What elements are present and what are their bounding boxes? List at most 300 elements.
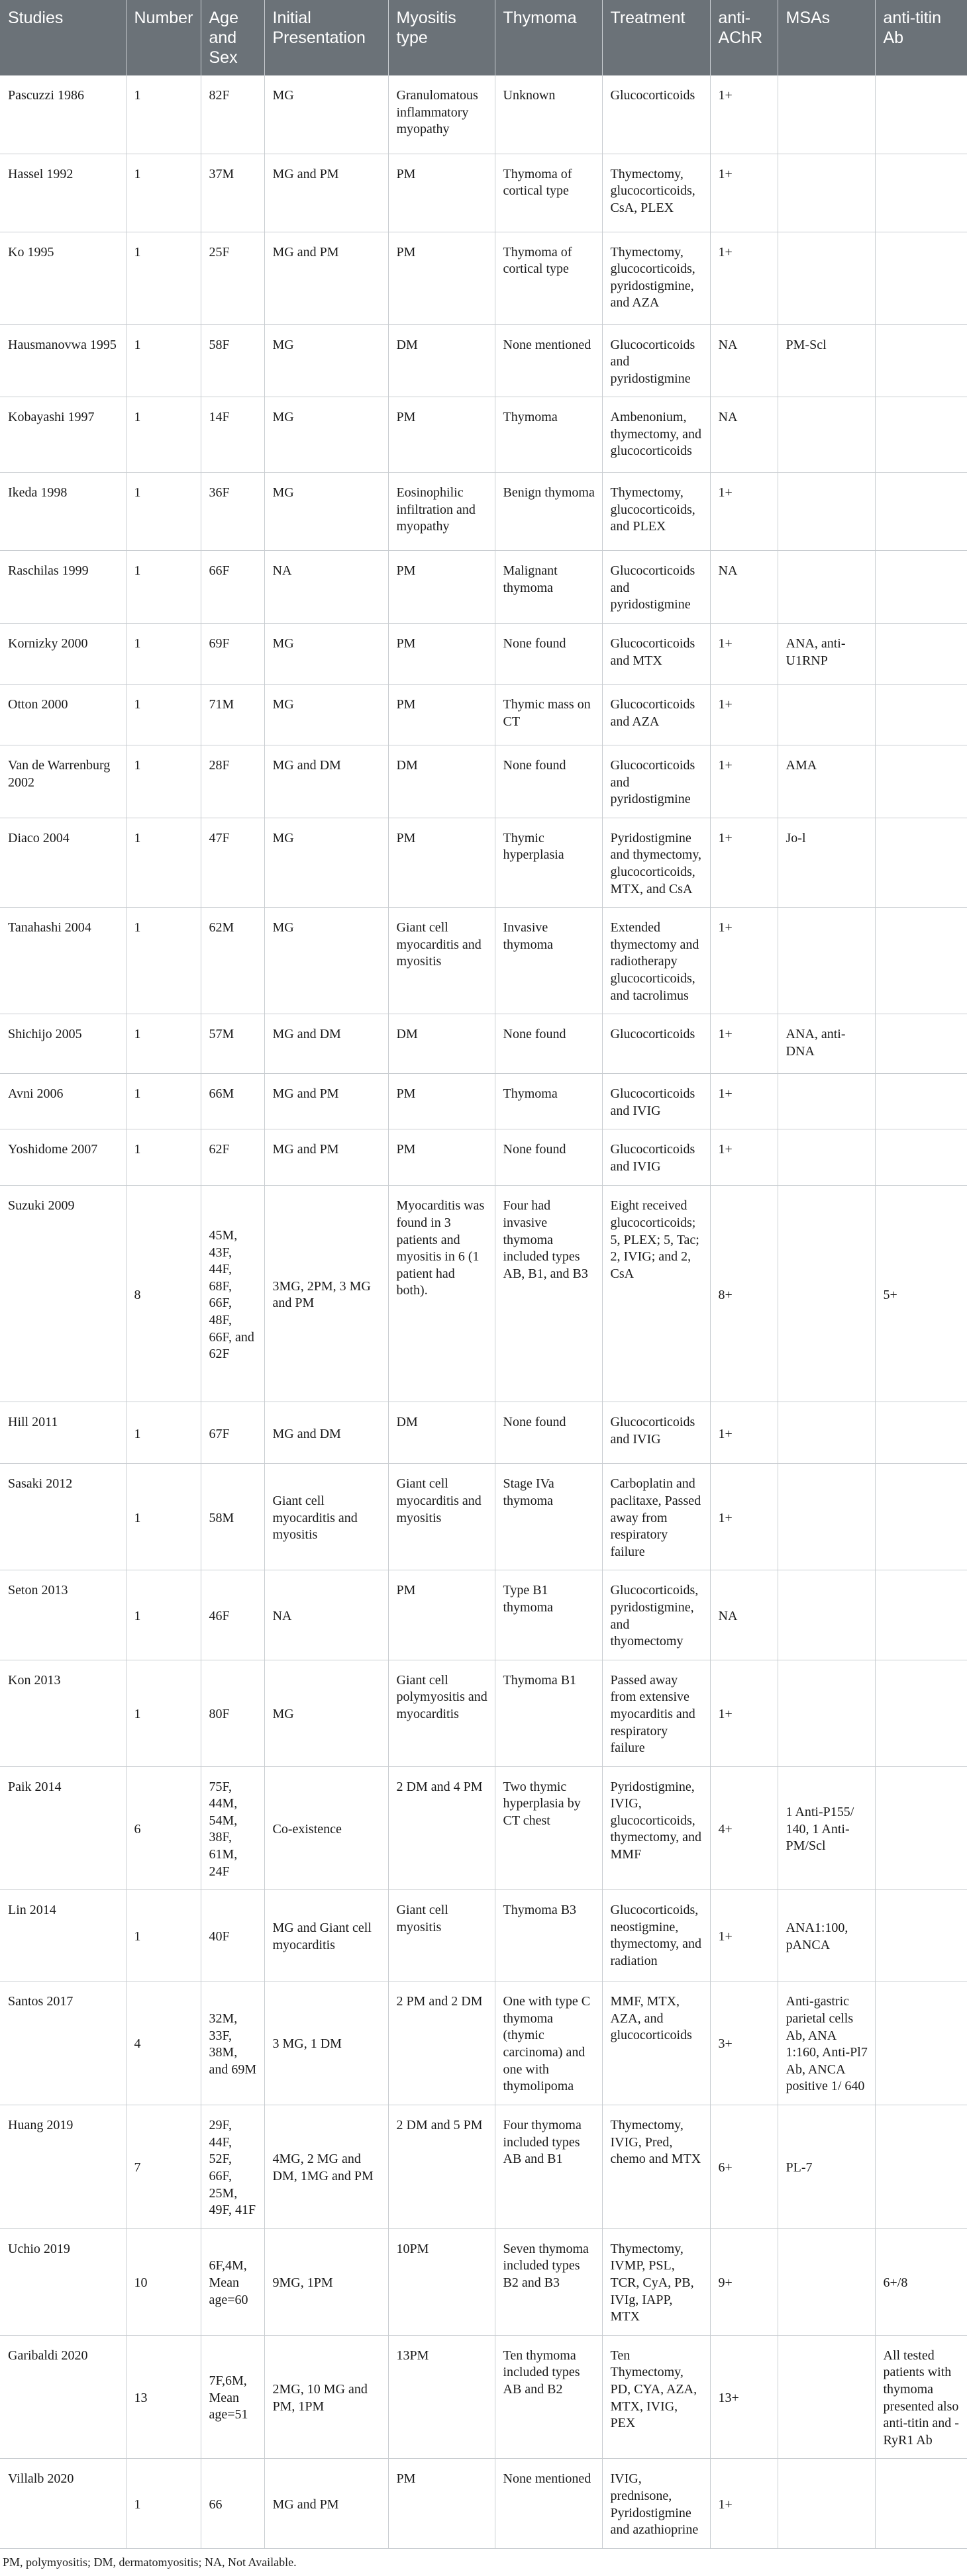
cell-anti-titin bbox=[875, 397, 967, 473]
cell-age-sex: 71M bbox=[201, 685, 264, 745]
cell-msas bbox=[778, 1129, 875, 1186]
cell-study: Suzuki 2009 bbox=[0, 1186, 126, 1402]
cell-age-sex: 36F bbox=[201, 473, 264, 551]
cell-myositis-type: PM bbox=[388, 397, 495, 473]
table-row bbox=[0, 397, 967, 473]
cell-age-sex: 66F bbox=[201, 551, 264, 624]
cell-myositis-type: PM bbox=[388, 154, 495, 232]
cell-study: Kobayashi 1997 bbox=[0, 397, 126, 473]
cell-age-sex: 82F bbox=[201, 75, 264, 154]
cell-myositis-type: 2 PM and 2 DM bbox=[388, 1981, 495, 2105]
cell-treatment: Passed away from extensive myocarditis and respiratory failure bbox=[602, 1660, 710, 1766]
cell-initial-presentation: 4MG, 2 MG and DM, 1MG and PM bbox=[264, 2105, 388, 2229]
table-row bbox=[0, 745, 967, 818]
cell-age-sex: 75F, 44M, 54M, 38F, 61M, 24F bbox=[201, 1766, 264, 1890]
cell-anti-titin bbox=[875, 1074, 967, 1129]
table-row bbox=[0, 154, 967, 232]
cell-msas: 1 Anti-P155/ 140, 1 Anti-PM/Scl bbox=[778, 1766, 875, 1890]
cell-study: Pascuzzi 1986 bbox=[0, 75, 126, 154]
cell-thymoma: Four had invasive thymoma included types AB, B1, and B3 bbox=[495, 1186, 602, 1402]
cell-msas bbox=[778, 397, 875, 473]
cell-number: 1 bbox=[126, 1660, 201, 1766]
table-row bbox=[0, 2459, 967, 2548]
table-row bbox=[0, 1981, 967, 2105]
cell-myositis-type: Eosinophilic infiltration and myopathy bbox=[388, 473, 495, 551]
cell-anti-titin bbox=[875, 324, 967, 397]
cell-thymoma: Ten thymoma included types AB and B2 bbox=[495, 2335, 602, 2459]
cell-age-sex: 67F bbox=[201, 1402, 264, 1464]
cell-anti-achr: 1+ bbox=[710, 1890, 778, 1981]
cell-anti-titin bbox=[875, 2105, 967, 2229]
cell-treatment: Thymectomy, glucocorticoids, CsA, PLEX bbox=[602, 154, 710, 232]
cell-anti-titin bbox=[875, 1014, 967, 1074]
cell-msas bbox=[778, 1074, 875, 1129]
table-body bbox=[0, 75, 967, 2548]
cell-treatment: Glucocorticoids and pyridostigmine bbox=[602, 324, 710, 397]
table-row bbox=[0, 1186, 967, 1402]
cell-age-sex: 29F, 44F, 52F, 66F, 25M, 49F, 41F bbox=[201, 2105, 264, 2229]
cell-study: Hausmanovwa 1995 bbox=[0, 324, 126, 397]
cell-anti-titin bbox=[875, 1402, 967, 1464]
cell-initial-presentation: MG and PM bbox=[264, 154, 388, 232]
cell-anti-achr: 1+ bbox=[710, 1129, 778, 1186]
cell-msas bbox=[778, 154, 875, 232]
cell-msas: AMA bbox=[778, 745, 875, 818]
cell-thymoma: Seven thymoma included types B2 and B3 bbox=[495, 2228, 602, 2335]
cell-msas: Jo-l bbox=[778, 818, 875, 907]
cell-msas bbox=[778, 232, 875, 324]
cell-msas bbox=[778, 551, 875, 624]
cell-age-sex: 66 bbox=[201, 2459, 264, 2548]
cell-treatment: Ambenonium, thymectomy, and glucocorticoids bbox=[602, 397, 710, 473]
column-header: Number bbox=[126, 0, 201, 75]
cell-anti-achr: 6+ bbox=[710, 2105, 778, 2229]
table-row bbox=[0, 75, 967, 154]
cell-anti-titin bbox=[875, 1660, 967, 1766]
cell-initial-presentation: MG bbox=[264, 473, 388, 551]
cell-treatment: Carboplatin and paclitaxe, Passed away from respiratory failure bbox=[602, 1464, 710, 1570]
cell-number: 1 bbox=[126, 473, 201, 551]
cell-treatment: Thymectomy, glucocorticoids, pyridostigmine, and AZA bbox=[602, 232, 710, 324]
cell-thymoma: Four thymoma included types AB and B1 bbox=[495, 2105, 602, 2229]
cell-number: 1 bbox=[126, 818, 201, 907]
cell-myositis-type: DM bbox=[388, 324, 495, 397]
cell-anti-titin bbox=[875, 1464, 967, 1570]
cell-anti-titin bbox=[875, 745, 967, 818]
cell-number: 1 bbox=[126, 1402, 201, 1464]
cell-anti-achr: 9+ bbox=[710, 2228, 778, 2335]
cell-age-sex: 46F bbox=[201, 1570, 264, 1660]
cell-number: 1 bbox=[126, 1570, 201, 1660]
column-header: Myositis type bbox=[388, 0, 495, 75]
cell-anti-achr: 1+ bbox=[710, 473, 778, 551]
cell-number: 6 bbox=[126, 1766, 201, 1890]
column-header: anti-titin Ab bbox=[875, 0, 967, 75]
cell-number: 1 bbox=[126, 1129, 201, 1186]
cell-thymoma: Thymoma bbox=[495, 1074, 602, 1129]
cell-treatment: Glucocorticoids bbox=[602, 75, 710, 154]
table-footnote: PM, polymyositis; DM, dermatomyositis; NA, Not Available. bbox=[3, 2555, 297, 2569]
cell-age-sex: 6F,4M, Mean age=60 bbox=[201, 2228, 264, 2335]
cell-thymoma: Thymoma of cortical type bbox=[495, 154, 602, 232]
cell-anti-titin bbox=[875, 685, 967, 745]
cell-myositis-type: PM bbox=[388, 232, 495, 324]
cell-initial-presentation: MG bbox=[264, 1660, 388, 1766]
cell-number: 1 bbox=[126, 397, 201, 473]
column-header: Initial Presentation bbox=[264, 0, 388, 75]
cell-anti-achr: 1+ bbox=[710, 624, 778, 685]
column-header: anti-AChR bbox=[710, 0, 778, 75]
cell-number: 7 bbox=[126, 2105, 201, 2229]
cell-number: 1 bbox=[126, 745, 201, 818]
cell-anti-achr: 1+ bbox=[710, 232, 778, 324]
cell-treatment: Glucocorticoids and IVIG bbox=[602, 1402, 710, 1464]
cell-anti-achr: 1+ bbox=[710, 1464, 778, 1570]
cell-number: 1 bbox=[126, 154, 201, 232]
cell-age-sex: 47F bbox=[201, 818, 264, 907]
cell-treatment: Glucocorticoids and MTX bbox=[602, 624, 710, 685]
cell-thymoma: None found bbox=[495, 1014, 602, 1074]
cell-anti-titin bbox=[875, 154, 967, 232]
cell-msas: ANA, anti-U1RNP bbox=[778, 624, 875, 685]
cell-myositis-type: Giant cell myocarditis and myositis bbox=[388, 1464, 495, 1570]
table-row bbox=[0, 2228, 967, 2335]
cell-study: Villalb 2020 bbox=[0, 2459, 126, 2548]
cell-thymoma: Thymoma of cortical type bbox=[495, 232, 602, 324]
cell-treatment: Ten Thymectomy, PD, CYA, AZA, MTX, IVIG, PEX bbox=[602, 2335, 710, 2459]
column-header: Thymoma bbox=[495, 0, 602, 75]
cell-anti-titin bbox=[875, 1981, 967, 2105]
cell-msas: ANA, anti-DNA bbox=[778, 1014, 875, 1074]
cell-number: 1 bbox=[126, 1014, 201, 1074]
cell-anti-achr: NA bbox=[710, 551, 778, 624]
cell-myositis-type: PM bbox=[388, 818, 495, 907]
cell-number: 13 bbox=[126, 2335, 201, 2459]
cell-number: 8 bbox=[126, 1186, 201, 1402]
cell-age-sex: 14F bbox=[201, 397, 264, 473]
cell-myositis-type: DM bbox=[388, 745, 495, 818]
cell-anti-achr: 1+ bbox=[710, 75, 778, 154]
cell-anti-titin bbox=[875, 1570, 967, 1660]
cell-treatment: Pyridostigmine and thymectomy, glucocorticoids, MTX, and CsA bbox=[602, 818, 710, 907]
cell-anti-titin: 6+/8 bbox=[875, 2228, 967, 2335]
cell-myositis-type: Giant cell myocarditis and myositis bbox=[388, 908, 495, 1014]
cell-study: Raschilas 1999 bbox=[0, 551, 126, 624]
cell-age-sex: 66M bbox=[201, 1074, 264, 1129]
cell-initial-presentation: MG and PM bbox=[264, 2459, 388, 2548]
cell-myositis-type: DM bbox=[388, 1014, 495, 1074]
cell-anti-achr: 1+ bbox=[710, 1660, 778, 1766]
cell-age-sex: 45M, 43F, 44F, 68F, 66F, 48F, 66F, and 62F bbox=[201, 1186, 264, 1402]
cell-thymoma: None mentioned bbox=[495, 324, 602, 397]
cell-treatment: Thymectomy, glucocorticoids, and PLEX bbox=[602, 473, 710, 551]
cell-number: 1 bbox=[126, 685, 201, 745]
cell-number: 1 bbox=[126, 551, 201, 624]
cell-treatment: Glucocorticoids and IVIG bbox=[602, 1074, 710, 1129]
cell-thymoma: Thymoma bbox=[495, 397, 602, 473]
cell-initial-presentation: MG and Giant cell myocarditis bbox=[264, 1890, 388, 1981]
cell-anti-titin bbox=[875, 551, 967, 624]
cell-anti-achr: 1+ bbox=[710, 1014, 778, 1074]
cell-anti-achr: 1+ bbox=[710, 745, 778, 818]
cell-msas bbox=[778, 2228, 875, 2335]
cell-msas bbox=[778, 908, 875, 1014]
cell-study: Ikeda 1998 bbox=[0, 473, 126, 551]
cell-initial-presentation: NA bbox=[264, 1570, 388, 1660]
cell-study: Van de Warrenburg 2002 bbox=[0, 745, 126, 818]
cell-number: 4 bbox=[126, 1981, 201, 2105]
cell-initial-presentation: MG bbox=[264, 324, 388, 397]
table-row bbox=[0, 818, 967, 907]
cell-anti-achr: 3+ bbox=[710, 1981, 778, 2105]
table-row bbox=[0, 1570, 967, 1660]
cell-study: Uchio 2019 bbox=[0, 2228, 126, 2335]
cell-age-sex: 7F,6M, Mean age=51 bbox=[201, 2335, 264, 2459]
cell-anti-titin bbox=[875, 1766, 967, 1890]
cell-initial-presentation: MG bbox=[264, 397, 388, 473]
cell-anti-titin bbox=[875, 473, 967, 551]
cell-thymoma: None found bbox=[495, 1129, 602, 1186]
cell-anti-achr: NA bbox=[710, 397, 778, 473]
cell-age-sex: 62F bbox=[201, 1129, 264, 1186]
cell-number: 1 bbox=[126, 624, 201, 685]
cell-initial-presentation: MG and DM bbox=[264, 1014, 388, 1074]
cell-initial-presentation: MG and PM bbox=[264, 1129, 388, 1186]
cell-study: Otton 2000 bbox=[0, 685, 126, 745]
cell-myositis-type: 13PM bbox=[388, 2335, 495, 2459]
cell-anti-achr: 13+ bbox=[710, 2335, 778, 2459]
cell-msas bbox=[778, 1464, 875, 1570]
cell-initial-presentation: MG bbox=[264, 908, 388, 1014]
cell-msas bbox=[778, 473, 875, 551]
cell-treatment: Glucocorticoids and pyridostigmine bbox=[602, 745, 710, 818]
table-row bbox=[0, 473, 967, 551]
cell-msas bbox=[778, 1402, 875, 1464]
cell-study: Kornizky 2000 bbox=[0, 624, 126, 685]
table-row bbox=[0, 624, 967, 685]
cell-thymoma: Two thymic hyperplasia by CT chest bbox=[495, 1766, 602, 1890]
cell-thymoma: Thymoma B1 bbox=[495, 1660, 602, 1766]
table-row bbox=[0, 1660, 967, 1766]
cell-treatment: Eight received glucocorticoids; 5, PLEX; 5, Tac; 2, IVIG; and 2, CsA bbox=[602, 1186, 710, 1402]
table-row bbox=[0, 1766, 967, 1890]
cell-thymoma: Malignant thymoma bbox=[495, 551, 602, 624]
column-header: Studies bbox=[0, 0, 126, 75]
cell-myositis-type: PM bbox=[388, 1074, 495, 1129]
cell-initial-presentation: MG bbox=[264, 624, 388, 685]
cell-initial-presentation: MG and DM bbox=[264, 745, 388, 818]
table-row bbox=[0, 324, 967, 397]
cell-treatment: Glucocorticoids and AZA bbox=[602, 685, 710, 745]
column-header: MSAs bbox=[778, 0, 875, 75]
cell-treatment: Thymectomy, IVMP, PSL, TCR, CyA, PB, IVIg, IAPP, MTX bbox=[602, 2228, 710, 2335]
cell-treatment: Glucocorticoids bbox=[602, 1014, 710, 1074]
cell-number: 1 bbox=[126, 1464, 201, 1570]
cell-study: Seton 2013 bbox=[0, 1570, 126, 1660]
cell-thymoma: Stage IVa thymoma bbox=[495, 1464, 602, 1570]
cell-treatment: Glucocorticoids, neostigmine, thymectomy, and radiation bbox=[602, 1890, 710, 1981]
cell-age-sex: 37M bbox=[201, 154, 264, 232]
cell-anti-titin bbox=[875, 1129, 967, 1186]
cell-anti-titin bbox=[875, 1890, 967, 1981]
cell-initial-presentation: Co-existence bbox=[264, 1766, 388, 1890]
cell-anti-achr: 1+ bbox=[710, 1402, 778, 1464]
cell-treatment: Glucocorticoids, pyridostigmine, and thyomectomy bbox=[602, 1570, 710, 1660]
cell-anti-titin bbox=[875, 624, 967, 685]
cell-age-sex: 62M bbox=[201, 908, 264, 1014]
cell-myositis-type: Giant cell myositis bbox=[388, 1890, 495, 1981]
table-row bbox=[0, 685, 967, 745]
cell-age-sex: 28F bbox=[201, 745, 264, 818]
table-row bbox=[0, 1890, 967, 1981]
cell-msas bbox=[778, 2335, 875, 2459]
cell-myositis-type: PM bbox=[388, 685, 495, 745]
cell-anti-achr: 1+ bbox=[710, 685, 778, 745]
cell-thymoma: Unknown bbox=[495, 75, 602, 154]
cell-study: Avni 2006 bbox=[0, 1074, 126, 1129]
cell-age-sex: 58M bbox=[201, 1464, 264, 1570]
cell-study: Huang 2019 bbox=[0, 2105, 126, 2229]
cell-myositis-type: Myocarditis was found in 3 patients and myositis in 6 (1 patient had both). bbox=[388, 1186, 495, 1402]
cell-anti-achr: NA bbox=[710, 324, 778, 397]
cell-thymoma: Thymic mass on CT bbox=[495, 685, 602, 745]
cell-myositis-type: PM bbox=[388, 2459, 495, 2548]
cell-msas bbox=[778, 1186, 875, 1402]
cell-msas: Anti-gastric parietal cells Ab, ANA 1:160, Anti-Pl7 Ab, ANCA positive 1/ 640 bbox=[778, 1981, 875, 2105]
cell-study: Yoshidome 2007 bbox=[0, 1129, 126, 1186]
cell-anti-achr: 1+ bbox=[710, 2459, 778, 2548]
cell-myositis-type: 2 DM and 4 PM bbox=[388, 1766, 495, 1890]
table-row bbox=[0, 2335, 967, 2459]
cell-anti-titin bbox=[875, 75, 967, 154]
cell-treatment: Glucocorticoids and pyridostigmine bbox=[602, 551, 710, 624]
cell-anti-achr: 1+ bbox=[710, 908, 778, 1014]
cell-age-sex: 58F bbox=[201, 324, 264, 397]
table-row bbox=[0, 551, 967, 624]
cell-msas bbox=[778, 75, 875, 154]
cell-number: 1 bbox=[126, 75, 201, 154]
cell-age-sex: 57M bbox=[201, 1014, 264, 1074]
cell-number: 1 bbox=[126, 232, 201, 324]
cell-myositis-type: DM bbox=[388, 1402, 495, 1464]
cell-study: Sasaki 2012 bbox=[0, 1464, 126, 1570]
cell-anti-achr: 1+ bbox=[710, 818, 778, 907]
cell-anti-achr: 1+ bbox=[710, 154, 778, 232]
cell-thymoma: Thymoma B3 bbox=[495, 1890, 602, 1981]
cell-anti-titin: All tested patients with thymoma presented also anti-titin and -RyR1 Ab bbox=[875, 2335, 967, 2459]
cell-thymoma: Benign thymoma bbox=[495, 473, 602, 551]
cell-initial-presentation: MG and PM bbox=[264, 1074, 388, 1129]
cell-treatment: Glucocorticoids and IVIG bbox=[602, 1129, 710, 1186]
column-header: Age and Sex bbox=[201, 0, 264, 75]
cell-treatment: Extended thymectomy and radiotherapy glucocorticoids, and tacrolimus bbox=[602, 908, 710, 1014]
table-row bbox=[0, 1129, 967, 1186]
cell-anti-achr: NA bbox=[710, 1570, 778, 1660]
cell-thymoma: None mentioned bbox=[495, 2459, 602, 2548]
cell-number: 1 bbox=[126, 908, 201, 1014]
cell-initial-presentation: MG bbox=[264, 818, 388, 907]
cell-myositis-type: Giant cell polymyositis and myocarditis bbox=[388, 1660, 495, 1766]
cell-study: Lin 2014 bbox=[0, 1890, 126, 1981]
cell-thymoma: None found bbox=[495, 624, 602, 685]
cell-treatment: Thymectomy, IVIG, Pred, chemo and MTX bbox=[602, 2105, 710, 2229]
table-row bbox=[0, 1464, 967, 1570]
cell-study: Garibaldi 2020 bbox=[0, 2335, 126, 2459]
cell-initial-presentation: MG bbox=[264, 685, 388, 745]
table-header bbox=[0, 0, 967, 75]
cell-age-sex: 32M, 33F, 38M, and 69M bbox=[201, 1981, 264, 2105]
cell-myositis-type: PM bbox=[388, 624, 495, 685]
cell-msas bbox=[778, 2459, 875, 2548]
cell-study: Diaco 2004 bbox=[0, 818, 126, 907]
cell-anti-achr: 1+ bbox=[710, 1074, 778, 1129]
cell-msas: PM-Scl bbox=[778, 324, 875, 397]
cell-thymoma: Thymic hyperplasia bbox=[495, 818, 602, 907]
table-row bbox=[0, 1014, 967, 1074]
cell-anti-titin bbox=[875, 818, 967, 907]
cell-age-sex: 40F bbox=[201, 1890, 264, 1981]
cell-anti-achr: 8+ bbox=[710, 1186, 778, 1402]
cell-age-sex: 80F bbox=[201, 1660, 264, 1766]
cell-number: 1 bbox=[126, 1074, 201, 1129]
cell-study: Shichijo 2005 bbox=[0, 1014, 126, 1074]
cell-anti-titin: 5+ bbox=[875, 1186, 967, 1402]
cell-myositis-type: 10PM bbox=[388, 2228, 495, 2335]
cell-thymoma: None found bbox=[495, 745, 602, 818]
cell-study: Kon 2013 bbox=[0, 1660, 126, 1766]
cell-initial-presentation: 3 MG, 1 DM bbox=[264, 1981, 388, 2105]
cell-anti-titin bbox=[875, 908, 967, 1014]
cell-msas: ANA1:100, pANCA bbox=[778, 1890, 875, 1981]
cell-myositis-type: 2 DM and 5 PM bbox=[388, 2105, 495, 2229]
table-row bbox=[0, 2105, 967, 2229]
cell-age-sex: 69F bbox=[201, 624, 264, 685]
cell-initial-presentation: MG and DM bbox=[264, 1402, 388, 1464]
table-row bbox=[0, 908, 967, 1014]
cell-anti-titin bbox=[875, 232, 967, 324]
table-row bbox=[0, 1074, 967, 1129]
cell-study: Tanahashi 2004 bbox=[0, 908, 126, 1014]
cell-myositis-type: PM bbox=[388, 551, 495, 624]
cell-initial-presentation: MG bbox=[264, 75, 388, 154]
cell-initial-presentation: Giant cell myocarditis and myositis bbox=[264, 1464, 388, 1570]
cell-msas bbox=[778, 685, 875, 745]
header-row bbox=[0, 0, 967, 75]
cell-initial-presentation: MG and PM bbox=[264, 232, 388, 324]
cell-treatment: MMF, MTX, AZA, and glucocorticoids bbox=[602, 1981, 710, 2105]
cell-myositis-type: Granulomatous inflammatory myopathy bbox=[388, 75, 495, 154]
cell-initial-presentation: NA bbox=[264, 551, 388, 624]
cell-study: Hill 2011 bbox=[0, 1402, 126, 1464]
cell-treatment: IVIG, prednisone, Pyridostigmine and azathioprine bbox=[602, 2459, 710, 2548]
cell-anti-achr: 4+ bbox=[710, 1766, 778, 1890]
cell-study: Paik 2014 bbox=[0, 1766, 126, 1890]
cell-thymoma: None found bbox=[495, 1402, 602, 1464]
cell-myositis-type: PM bbox=[388, 1570, 495, 1660]
cell-number: 1 bbox=[126, 1890, 201, 1981]
cell-study: Hassel 1992 bbox=[0, 154, 126, 232]
cell-anti-titin bbox=[875, 2459, 967, 2548]
cell-treatment: Pyridostigmine, IVIG, glucocorticoids, thymectomy, and MMF bbox=[602, 1766, 710, 1890]
cell-myositis-type: PM bbox=[388, 1129, 495, 1186]
cell-number: 10 bbox=[126, 2228, 201, 2335]
cell-number: 1 bbox=[126, 2459, 201, 2548]
cell-study: Ko 1995 bbox=[0, 232, 126, 324]
cell-initial-presentation: 9MG, 1PM bbox=[264, 2228, 388, 2335]
cell-thymoma: Type B1 thymoma bbox=[495, 1570, 602, 1660]
cell-thymoma: One with type C thymoma (thymic carcinoma) and one with thymolipoma bbox=[495, 1981, 602, 2105]
cell-thymoma: Invasive thymoma bbox=[495, 908, 602, 1014]
